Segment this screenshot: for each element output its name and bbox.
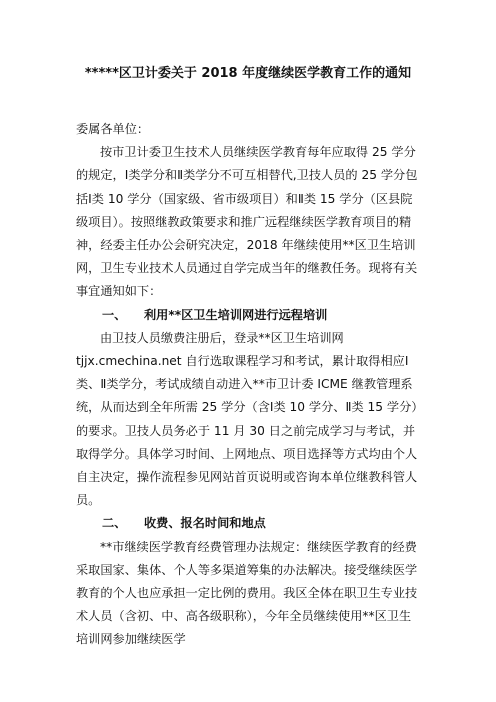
paragraph-2-first-line: 由卫技人员缴费注册后，登录**区卫生培训网 <box>100 330 344 345</box>
paragraph-2: tjjx.cmechina.net 自行选取课程学习和考试，累计取得相应Ⅰ类、Ⅱ类学分，考试成绩自动进入**市卫计委 ICME 继教管理系统，从而达到全年所需 25 学分（含Ⅰ类 10 学分、Ⅱ类 15 学分）的要求。卫技人员务必于 11 月 30 日之前完成学习与考试，并取得学分。具体学习时间、上网地点、项目选择等方式均由个人自主决定，操作流程参见网站首页说明或咨询本单位继教科管人员。 <box>76 354 418 508</box>
section-1-number: 一、 <box>102 307 127 322</box>
section-2-title: 收费、报名时间和地点 <box>144 516 266 531</box>
section-1-title: 利用**区卫生培训网进行远程培训 <box>144 307 328 322</box>
paragraph-1: 按市卫计委卫生技术人员继续医学教育每年应取得 25 学分的规定，Ⅰ类学分和Ⅱ类学分不可互相替代,卫技人员的 25 学分包括Ⅰ类 10 学分（国家级、省市级项目）和Ⅱ类 15 学分（区县院级项目）。按照继教政策要求和推广远程继续医学教育项目的精神，经委主任办公会研究决定，2018 年继续使用**区卫生培训网，卫生专业技术人员通过自学完成当年的继教任务。现将有关事宜通知如下： <box>76 145 418 299</box>
document-title: *****区卫计委关于 2018 年度继续医学教育工作的通知 <box>84 66 412 81</box>
paragraph-3: **市继续医学教育经费管理办法规定：继续医学教育的经费采取国家、集体、个人等多渠道筹集的办法解决。接受继续医学教育的个人也应承担一定比例的费用。我区全体在职卫生专业技术人员（含初、中、高各级职称），今年全员继续使用**区卫生培训网参加继续医学 <box>76 539 418 647</box>
section-2-number: 二、 <box>102 516 127 531</box>
salutation: 委属各单位： <box>76 122 150 136</box>
document-body <box>76 118 422 652</box>
section-2-heading <box>76 512 422 535</box>
section-1-heading <box>76 304 422 327</box>
